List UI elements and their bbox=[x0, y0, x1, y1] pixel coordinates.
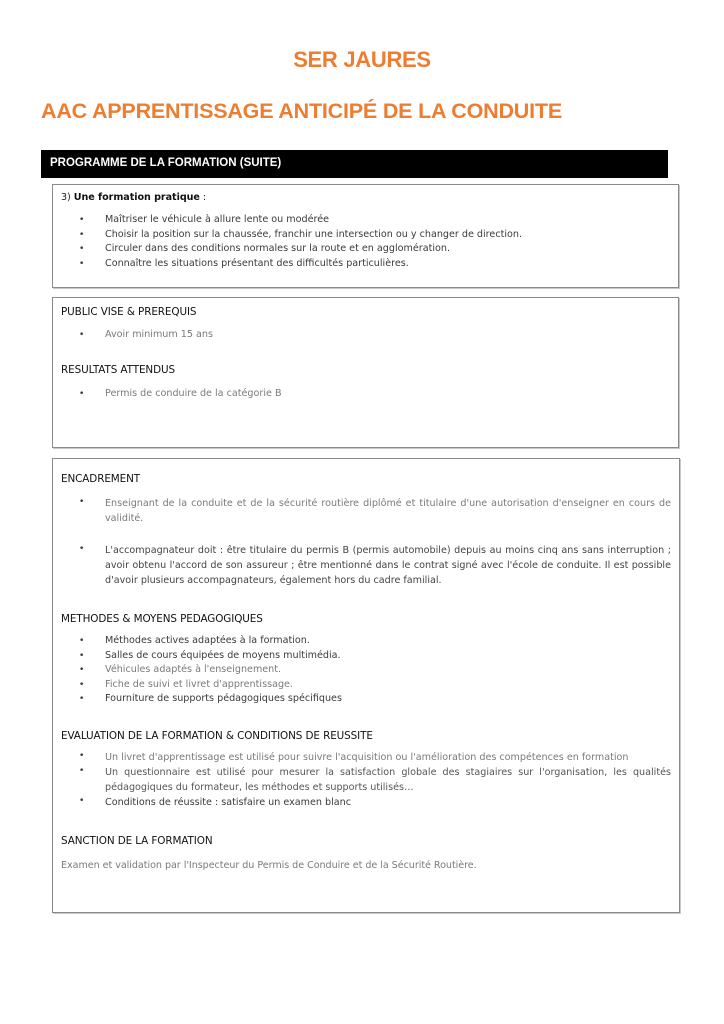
public-results-box bbox=[52, 297, 679, 448]
sanction-heading: SANCTION DE LA FORMATION bbox=[61, 835, 213, 847]
bullet-icon: • bbox=[79, 796, 85, 806]
title-suffix: : bbox=[199, 192, 207, 203]
evaluation-item: Conditions de réussite : satisfaire un examen blanc bbox=[105, 797, 352, 808]
encadrement-item: Enseignant de la conduite et de la sécurité routière diplômé et titulaire d'une autorisation d'enseigner en cours de validité. bbox=[105, 498, 671, 524]
list-item: • Connaître les situations présentant des difficultés particulières. bbox=[79, 257, 522, 272]
list-item: • Maîtriser le véhicule à allure lente ou modérée bbox=[79, 213, 522, 228]
list-item: • Circuler dans des conditions normales sur la route et en agglomération. bbox=[79, 242, 522, 257]
organization-title: SER JAURES bbox=[293, 47, 431, 72]
results-list bbox=[79, 387, 282, 402]
sanction-text: Examen et validation par l'Inspecteur du Permis de Conduire et de la Sécurité Routière. bbox=[61, 860, 477, 871]
encadrement-heading: ENCADREMENT bbox=[61, 473, 141, 485]
bullet-icon: • bbox=[79, 544, 85, 554]
list-item: • Salles de cours équipées de moyens multimédia. bbox=[79, 649, 342, 664]
details-box bbox=[52, 458, 680, 913]
list-item: • Véhicules adaptés à l'enseignement. bbox=[79, 663, 342, 678]
results-heading: RESULTATS ATTENDUS bbox=[61, 364, 175, 376]
public-list bbox=[79, 328, 213, 343]
list-item: • Choisir la position sur la chaussée, franchir une intersection ou y changer de direction. bbox=[79, 228, 522, 243]
list-item: • Permis de conduire de la catégorie B bbox=[79, 387, 282, 402]
section-header-bar bbox=[41, 150, 668, 178]
list-item: • Fiche de suivi et livret d'apprentissage. bbox=[79, 678, 342, 693]
evaluation-item: Un livret d'apprentissage est utilisé pour suivre l'acquisition ou l'amélioration des compétences en formation bbox=[105, 752, 629, 763]
methods-list bbox=[79, 634, 342, 707]
methods-heading: METHODES & MOYENS PEDAGOGIQUES bbox=[61, 613, 263, 625]
practical-training-heading bbox=[61, 192, 206, 203]
practical-training-list bbox=[79, 213, 522, 271]
list-item: • Fourniture de supports pédagogiques spécifiques bbox=[79, 692, 342, 707]
list-item: • Méthodes actives adaptées à la formation. bbox=[79, 634, 342, 649]
bullet-icon: • bbox=[79, 766, 85, 776]
item-number: 3) bbox=[61, 192, 71, 203]
section-title: PROGRAMME DE LA FORMATION (SUITE) bbox=[50, 157, 282, 169]
public-heading: PUBLIC VISE & PREREQUIS bbox=[61, 306, 197, 318]
practical-training-title: Une formation pratique bbox=[73, 192, 200, 203]
list-item: • Avoir minimum 15 ans bbox=[79, 328, 213, 343]
evaluation-heading: EVALUATION DE LA FORMATION & CONDITIONS DE REUSSITE bbox=[61, 730, 373, 742]
encadrement-item: L'accompagnateur doit : être titulaire du permis B (permis automobile) depuis au moins cinq ans sans interruption ; avoir obtenu l'accord de son assureur ; être mentionné dans le contrat signé avec l'école de conduite. Il est possible d'avoir plusieurs accompagnateurs, également hors du cadre familial. bbox=[105, 545, 671, 586]
evaluation-item: Un questionnaire est utilisé pour mesurer la satisfaction globale des stagiaires sur l'organisation, les qualités pédagogiques du formateur, les méthodes et supports utilisés… bbox=[105, 767, 671, 793]
course-title: AAC APPRENTISSAGE ANTICIPÉ DE LA CONDUITE bbox=[41, 99, 562, 123]
bullet-icon: • bbox=[79, 497, 85, 507]
practical-training-box bbox=[52, 184, 679, 288]
bullet-icon: • bbox=[79, 751, 85, 761]
